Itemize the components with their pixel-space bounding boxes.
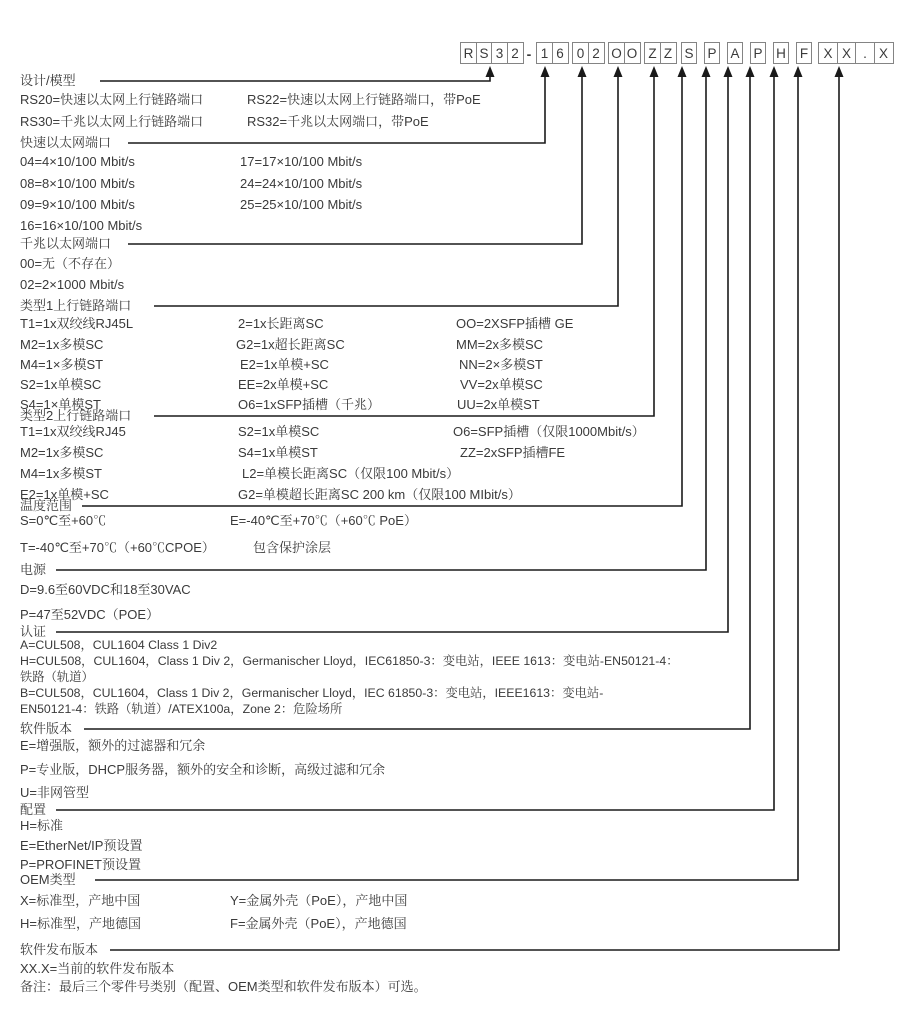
section-title: 快速以太网端口	[20, 135, 112, 150]
section-title: 千兆以太网端口	[20, 236, 112, 251]
section-entry: F=金属外壳（PoE），产地德国	[230, 916, 407, 931]
section-entry: P=PROFINET预设置	[20, 857, 141, 872]
section-entry: X=标准型，产地中国	[20, 893, 141, 908]
section-entry: S4=1x单模ST	[238, 445, 318, 460]
section-entry: T1=1x双绞线RJ45L	[20, 316, 134, 331]
section-entry: S=0℃至+60℃	[20, 513, 107, 528]
section-entry: MM=2x多模SC	[456, 337, 544, 352]
section-entry: H=标准型，产地德国	[20, 916, 141, 931]
section-title: 配置	[20, 802, 47, 817]
code-group-uplink2	[644, 42, 677, 64]
section-entry: M4=1×多模ST	[20, 357, 104, 372]
section-entry: 包含保护涂层	[253, 540, 332, 555]
section-entry: S2=1x单模SC	[238, 424, 320, 439]
code-group-temperature	[681, 42, 697, 64]
section-entry: 02=2×1000 Mbit/s	[20, 277, 125, 292]
code-cell: 2	[507, 42, 524, 64]
code-group-fast-ports	[536, 42, 569, 64]
section-entry: E=-40℃至+70℃（+60℃ PoE）	[230, 513, 417, 528]
section-entry: 17=17×10/100 Mbit/s	[240, 154, 363, 169]
section-entry: XX.X=当前的软件发布版本	[20, 961, 175, 976]
code-group-giga-ports	[572, 42, 605, 64]
section-entry: 25=25×10/100 Mbit/s	[240, 197, 363, 212]
section-entry: 24=24×10/100 Mbit/s	[240, 176, 363, 191]
section-entry: 00=无（不存在）	[20, 256, 121, 271]
section-entry: S2=1x单模SC	[20, 377, 102, 392]
section-entry: H=CUL508，CUL1604，Class 1 Div 2，Germanischer Lloyd，IEC61850-3：变电站，IEEE 1613：变电站-EN50121-4：	[20, 654, 679, 668]
code-cell: X	[818, 42, 838, 64]
connector-uplink-type1	[154, 75, 618, 306]
section-entry: E2=1x单模+SC	[240, 357, 329, 372]
section-title: 软件版本	[20, 721, 73, 736]
section-entry: 16=16×10/100 Mbit/s	[20, 218, 143, 233]
code-group-model	[460, 42, 524, 64]
code-cell: O	[624, 42, 641, 64]
section-entry: Y=金属外壳（PoE），产地中国	[230, 893, 408, 908]
section-entry: M2=1x多模SC	[20, 445, 104, 460]
section-entry: E=EtherNet/IP预设置	[20, 838, 143, 853]
section-entry: U=非网管型	[20, 785, 89, 800]
code-separator: -	[526, 45, 532, 62]
section-title: 类型1上行链路端口	[20, 298, 132, 313]
section-entry: P=47至52VDC（POE）	[20, 607, 160, 622]
section-entry: RS32=千兆以太网端口，带PoE	[247, 114, 429, 129]
connector-fast-ethernet	[128, 75, 545, 143]
section-entry: D=9.6至60VDC和18至30VAC	[20, 582, 191, 597]
code-cell: X	[874, 42, 894, 64]
section-entry: T=-40℃至+70℃（+60℃CPOE）	[20, 540, 215, 555]
connector-software-release	[110, 75, 839, 950]
code-cell: 0	[572, 42, 589, 64]
section-entry: O6=1xSFP插槽（千兆）	[238, 397, 380, 412]
code-group-power	[704, 42, 720, 64]
section-entry: G2=单模超长距离SC 200 km（仅限100 MIbit/s）	[238, 487, 521, 502]
code-cell: S	[476, 42, 493, 64]
section-title: 设计/模型	[20, 73, 76, 88]
code-group-config	[773, 42, 789, 64]
section-title: 类型2上行链路端口	[20, 408, 132, 423]
section-entry: OO=2XSFP插槽 GE	[456, 316, 574, 331]
section-entry: 铁路（轨道）	[20, 670, 94, 684]
section-entry: EE=2x单模+SC	[238, 377, 329, 392]
section-entry: G2=1x超长距离SC	[236, 337, 345, 352]
section-title: 温度范围	[20, 498, 73, 513]
code-group-cert	[727, 42, 743, 64]
code-cell: 6	[552, 42, 569, 64]
code-group-sw-release	[818, 42, 894, 64]
code-cell: R	[460, 42, 477, 64]
section-entry: 09=9×10/100 Mbit/s	[20, 197, 135, 212]
section-entry: S4=1×单模ST	[20, 397, 101, 412]
section-entry: M2=1x多模SC	[20, 337, 104, 352]
code-cell: Z	[644, 42, 661, 64]
code-group-uplink1	[608, 42, 641, 64]
section-entry: RS20=快速以太网上行链路端口	[20, 92, 204, 107]
code-cell: X	[837, 42, 857, 64]
code-cell: 1	[536, 42, 553, 64]
section-entry: E2=1x单模+SC	[20, 487, 109, 502]
connector-software-version	[84, 75, 750, 729]
section-entry: 04=4×10/100 Mbit/s	[20, 154, 135, 169]
code-cell: H	[773, 42, 789, 64]
section-entry: L2=单模长距离SC（仅限100 Mbit/s）	[242, 466, 460, 481]
section-entry: VV=2x单模SC	[460, 377, 543, 392]
connector-design	[100, 75, 490, 81]
code-cell: .	[855, 42, 875, 64]
section-entry: H=标准	[20, 818, 63, 833]
code-group-sw-version	[750, 42, 766, 64]
section-entry: 2=1x长距离SC	[238, 316, 324, 331]
section-title: 软件发布版本	[20, 942, 99, 957]
section-entry: P=专业版，DHCP服务器，额外的安全和诊断，高级过滤和冗余	[20, 762, 386, 777]
arrow-heads	[486, 66, 844, 77]
section-entry: 08=8×10/100 Mbit/s	[20, 176, 135, 191]
section-entry: UU=2x单模ST	[457, 397, 540, 412]
connector-temperature	[82, 75, 682, 506]
code-cell: 3	[491, 42, 508, 64]
section-entry: T1=1x双绞线RJ45	[20, 424, 126, 439]
section-entry: RS30=千兆以太网上行链路端口	[20, 114, 204, 129]
section-entry: E=增强版，额外的过滤器和冗余	[20, 738, 206, 753]
code-cell: P	[704, 42, 720, 64]
code-cell: O	[608, 42, 625, 64]
code-group-oem	[796, 42, 812, 64]
section-entry: EN50121-4：铁路（轨道）/ATEX100a，Zone 2：危险场所	[20, 702, 343, 716]
section-entry: A=CUL508，CUL1604 Class 1 Div2	[20, 638, 218, 652]
note-text: 备注：最后三个零件号类别（配置、OEM类型和软件发布版本）可选。	[20, 979, 427, 994]
code-cell: A	[727, 42, 743, 64]
section-entry: NN=2×多模ST	[459, 357, 543, 372]
section-entry: ZZ=2xSFP插槽FE	[460, 445, 566, 460]
section-entry: B=CUL508，CUL1604，Class 1 Div 2，Germanischer Lloyd，IEC 61850-3：变电站，IEEE1613：变电站-	[20, 686, 604, 700]
code-cell: S	[681, 42, 697, 64]
code-cell: 2	[588, 42, 605, 64]
section-entry: RS22=快速以太网上行链路端口，带PoE	[247, 92, 481, 107]
section-title: OEM类型	[20, 872, 76, 887]
section-title: 认证	[20, 624, 47, 639]
code-cell: P	[750, 42, 766, 64]
code-cell: Z	[660, 42, 677, 64]
section-entry: O6=SFP插槽（仅限1000Mbit/s）	[453, 424, 645, 439]
section-entry: M4=1x多模ST	[20, 466, 102, 481]
section-title: 电源	[20, 562, 47, 577]
code-cell: F	[796, 42, 812, 64]
